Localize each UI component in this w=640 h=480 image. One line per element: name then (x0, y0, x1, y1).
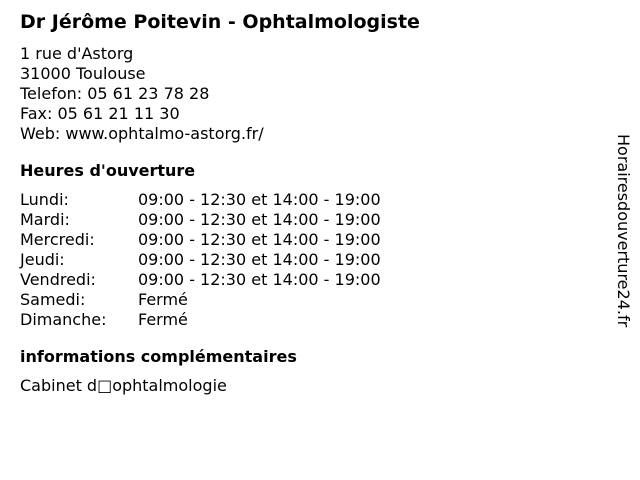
hours-row-friday (20, 270, 600, 290)
hours-row-sunday (20, 310, 600, 330)
side-brand-text: Horairesdouverture24.fr (614, 134, 633, 328)
business-card (20, 8, 600, 396)
contact-block (20, 44, 600, 144)
hours-day: Mercredi: (20, 230, 95, 249)
hours-time: 09:00 - 12:30 et 14:00 - 19:00 (138, 230, 381, 249)
hours-row-monday (20, 190, 600, 210)
web-text: Web: www.ophtalmo-astorg.fr/ (20, 124, 264, 143)
phone-text: Telefon: 05 61 23 78 28 (20, 84, 210, 103)
page-title: Dr Jérôme Poitevin - Ophtalmologiste (20, 11, 420, 33)
hours-time: 09:00 - 12:30 et 14:00 - 19:00 (138, 190, 381, 209)
hours-row-wednesday (20, 230, 600, 250)
hours-time: 09:00 - 12:30 et 14:00 - 19:00 (138, 270, 381, 289)
address-line-2: 31000 Toulouse (20, 64, 146, 83)
additional-info-heading: informations complémentaires (20, 347, 297, 366)
hours-day: Samedi: (20, 290, 86, 309)
hours-time: Fermé (138, 290, 188, 309)
opening-hours-heading: Heures d'ouverture (20, 161, 196, 180)
hours-day: Jeudi: (20, 250, 65, 269)
additional-info-text: Cabinet d□ophtalmologie (20, 376, 227, 395)
hours-row-thursday (20, 250, 600, 270)
hours-time: 09:00 - 12:30 et 14:00 - 19:00 (138, 210, 381, 229)
address-line-1: 1 rue d'Astorg (20, 44, 134, 63)
hours-day: Vendredi: (20, 270, 96, 289)
side-brand-watermark (612, 134, 634, 344)
hours-day: Dimanche: (20, 310, 107, 329)
hours-time: Fermé (138, 310, 188, 329)
hours-day: Mardi: (20, 210, 70, 229)
hours-row-tuesday (20, 210, 600, 230)
hours-time: 09:00 - 12:30 et 14:00 - 19:00 (138, 250, 381, 269)
hours-row-saturday (20, 290, 600, 310)
fax-text: Fax: 05 61 21 11 30 (20, 104, 180, 123)
opening-hours-table (20, 190, 600, 330)
hours-day: Lundi: (20, 190, 69, 209)
